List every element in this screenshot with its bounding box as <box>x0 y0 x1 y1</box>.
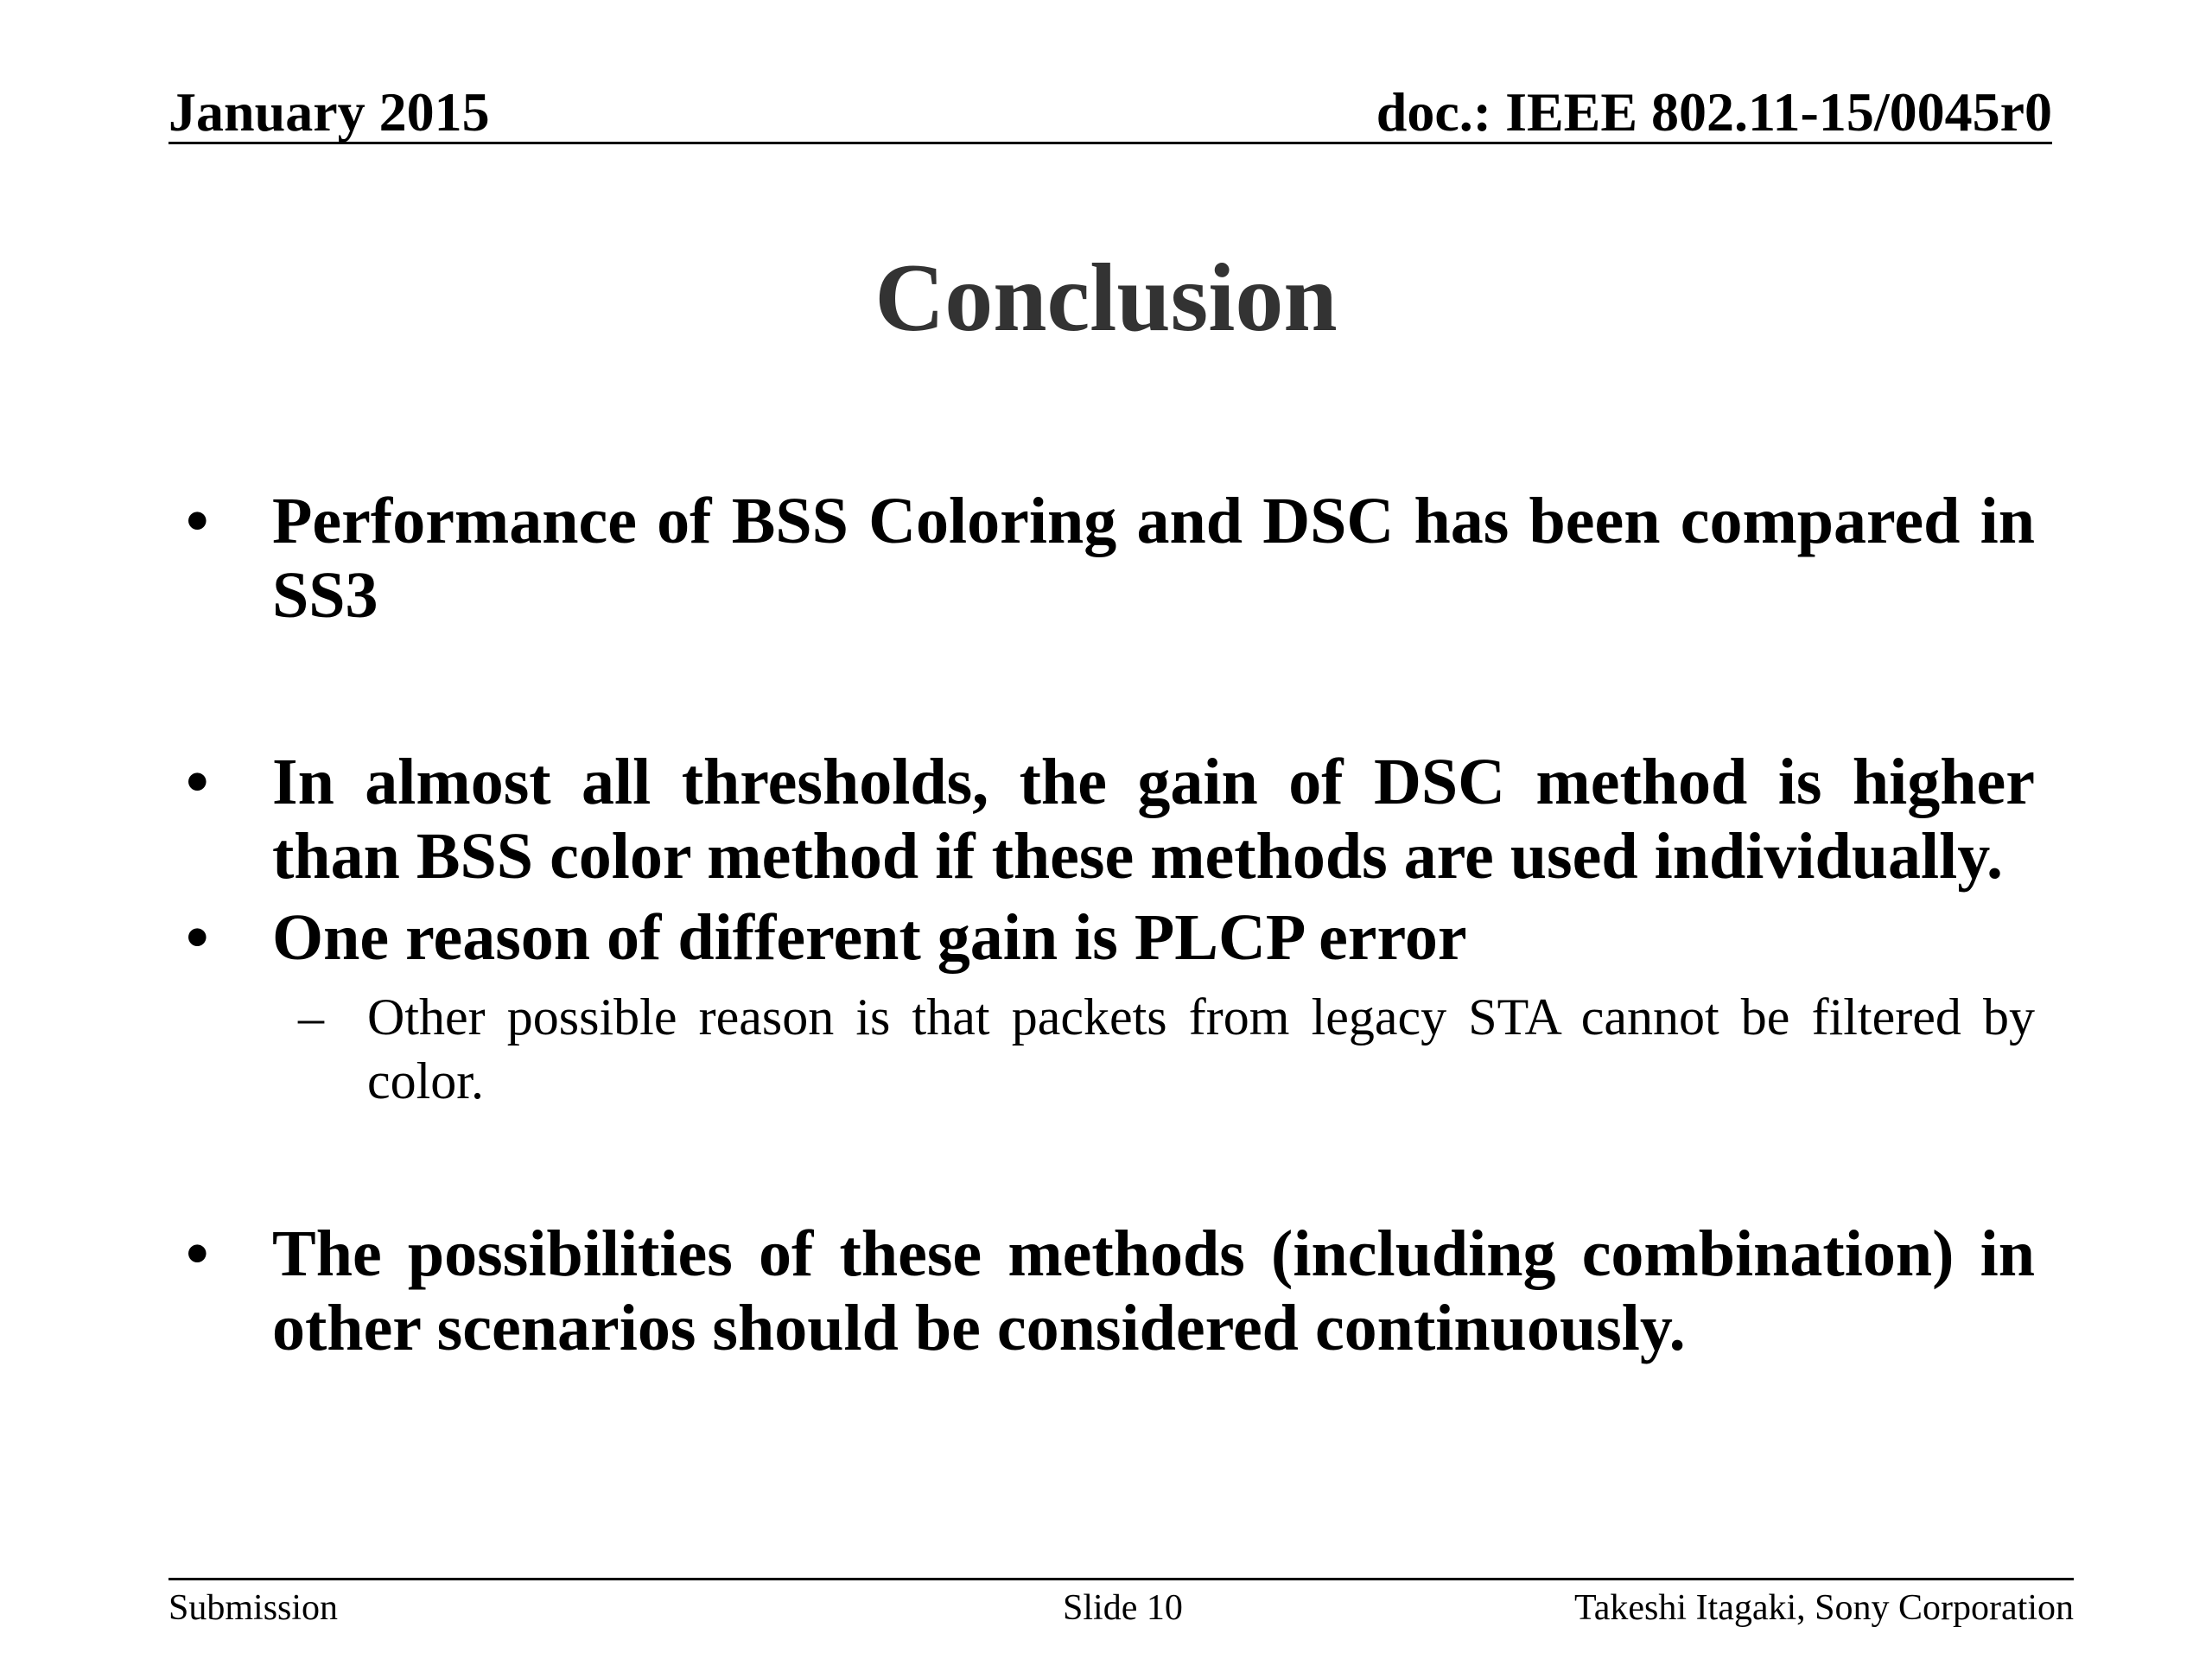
bullet-item <box>186 484 2035 632</box>
footer-slide-number: Slide 10 <box>1063 1588 1183 1628</box>
sub-bullet-text: Other possible reason is that packets from legacy STA cannot be filtered by color. <box>367 988 2035 1109</box>
header-doc-id: doc.: IEEE 802.11-15/0045r0 <box>1376 81 2052 143</box>
bullet-symbol: • <box>186 901 209 974</box>
sub-bullet-item <box>186 985 2035 1113</box>
slide-title: Conclusion <box>874 245 1338 352</box>
bullet-symbol: • <box>186 485 209 557</box>
footer-author: Takeshi Itagaki, Sony Corporation <box>1574 1588 2074 1628</box>
sub-bullet-symbol: – <box>298 988 324 1046</box>
bullet-text: Performance of BSS Coloring and DSC has been compared in SS3 <box>272 485 2035 632</box>
bullet-text: One reason of different gain is PLCP error <box>272 901 1467 974</box>
bullet-item <box>186 1217 2035 1365</box>
bullet-text: The possibilities of these methods (including combination) in other scenarios should be considered continuously. <box>272 1217 2035 1364</box>
slide-footer <box>168 1578 2074 1628</box>
bullet-item <box>186 745 2035 893</box>
slide-content <box>186 484 2035 1365</box>
footer-submission: Submission <box>168 1588 339 1628</box>
bullet-symbol: • <box>186 746 209 818</box>
bullet-item <box>186 900 2035 975</box>
bullet-symbol: • <box>186 1217 209 1290</box>
header-date: January 2015 <box>168 81 490 143</box>
slide-header <box>168 82 2052 144</box>
bullet-text: In almost all thresholds, the gain of DSC method is higher than BSS color method if these methods are used individually. <box>272 746 2035 893</box>
